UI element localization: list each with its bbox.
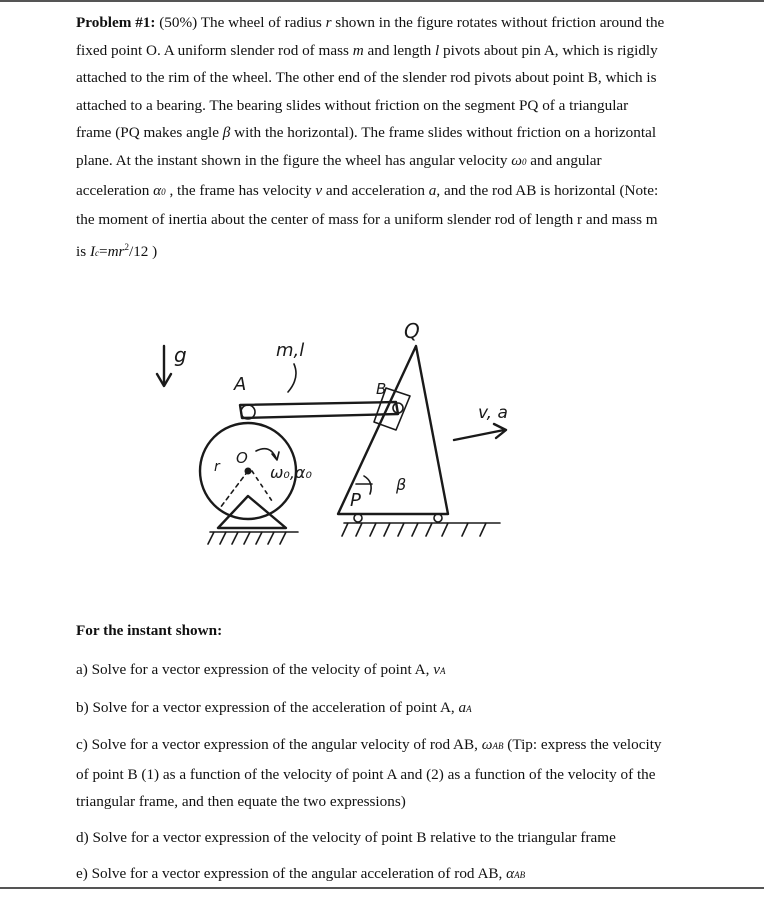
question-c-sub: AB xyxy=(492,741,504,752)
triangular-frame xyxy=(338,346,448,514)
symbol-omega0-sub: 0 xyxy=(522,156,527,167)
point-A-label: A xyxy=(234,374,247,395)
symbol-beta: β xyxy=(222,124,231,142)
problem-text-6: and angular acceleration xyxy=(76,151,602,199)
symbol-m: m xyxy=(352,41,364,59)
question-a-text: a) Solve for a vector expression of the velocity of point A, xyxy=(76,661,434,678)
question-e-symbol: α xyxy=(506,864,515,882)
question-a-sub: A xyxy=(439,666,446,676)
symbol-Ic-sub: c xyxy=(95,247,99,258)
question-c-tip: (Tip: express the velocity of point B (1) as a function of the velocity of point A and (2) as a function of the velocity of the triangular frame, and then equate the two expressions) xyxy=(76,736,662,811)
rod-AB xyxy=(240,402,398,418)
question-a-symbol: v xyxy=(433,661,440,678)
symbol-omega0: ω xyxy=(511,151,522,169)
gravity-label: g xyxy=(174,343,187,367)
omega-arc xyxy=(256,449,276,458)
symbol-alpha0-sub: 0 xyxy=(161,186,166,197)
question-b-sub: A xyxy=(466,703,472,714)
problem-label: Problem #1: xyxy=(76,14,156,31)
symbol-squared: 2 xyxy=(124,241,129,252)
problem-text-4: pivots about pin A, which is rigidly attached to the rim of the wheel. The other end of the slender rod pivots about point B, which is attached to a bearing. The bearing slides without friction on the segment PQ of a triangular frame (PQ makes angle xyxy=(76,41,658,142)
question-e-sub: AB xyxy=(514,869,526,880)
problem-text-11: /12 ) xyxy=(128,242,158,260)
point-Q-label: Q xyxy=(404,319,420,343)
rod-mass-length-label: m,l xyxy=(276,340,305,361)
symbol-l: l xyxy=(434,41,440,59)
symbol-r: r xyxy=(325,14,332,31)
point-P-label: P xyxy=(350,490,361,511)
frame-roller-left xyxy=(354,514,362,522)
beta-label: β xyxy=(396,475,407,494)
problem-text-5: with the horizontal). The frame slides without friction on a horizontal plane. At the instant shown in the figure the wheel has angular velocity xyxy=(76,124,657,169)
questions-list xyxy=(76,656,666,897)
velocity-acceleration-label: v, a xyxy=(478,403,508,423)
question-e-text: e) Solve for a vector expression of the angular acceleration of rod AB, xyxy=(76,864,507,882)
top-rule xyxy=(0,0,764,2)
question-e xyxy=(76,860,666,890)
radius-label: r xyxy=(214,459,220,475)
frame-ground xyxy=(342,523,500,536)
rod-label-leader xyxy=(288,364,296,392)
problem-text-3: and length xyxy=(363,41,435,59)
problem-text-2: shown in the figure rotates without friction around the fixed point O. A uniform slender rod of mass xyxy=(76,14,665,59)
problem-text-1: The wheel of radius xyxy=(197,14,326,31)
problem-text-10: = xyxy=(99,242,108,260)
question-c-text: c) Solve for a vector expression of the angular velocity of rod AB, xyxy=(76,736,482,754)
point-O-label: O xyxy=(236,449,248,467)
symbol-Ic: I xyxy=(89,242,95,260)
pivot-O xyxy=(245,468,252,475)
question-d-text: d) Solve for a vector expression of the velocity of point B relative to the triangular frame xyxy=(76,828,616,846)
instant-heading: For the instant shown: xyxy=(76,622,223,639)
symbol-alpha0: α xyxy=(153,181,162,199)
problem-text-7: , the frame has velocity xyxy=(165,181,316,199)
point-B-label: B xyxy=(376,380,387,398)
question-b-text: b) Solve for a vector expression of the acceleration of point A, xyxy=(76,698,459,716)
question-c xyxy=(76,731,666,816)
problem-statement xyxy=(76,9,666,267)
wheel-ground xyxy=(208,532,298,544)
wheel-radius-line xyxy=(220,471,248,508)
question-d xyxy=(76,824,666,852)
question-b-symbol: a xyxy=(458,698,467,716)
problem-text-8: and acceleration xyxy=(322,181,429,199)
question-c-symbol: ω xyxy=(481,736,493,754)
omega-alpha-label: ω₀,α₀ xyxy=(270,463,312,482)
problem-text-9: , and the rod AB is horizontal (Note: the moment of inertia about the center of mass for a uniform slender rod of length r and mass m is xyxy=(76,181,659,260)
mechanism-figure xyxy=(148,306,548,561)
problem-weight: (50%) xyxy=(159,14,198,31)
symbol-mr: mr xyxy=(107,242,125,260)
symbol-v: v xyxy=(315,181,323,199)
symbol-a: a xyxy=(428,181,437,199)
gravity-arrow xyxy=(157,346,171,386)
question-b xyxy=(76,694,666,724)
question-a xyxy=(76,656,666,686)
wheel-support xyxy=(218,496,286,528)
frame-roller-right xyxy=(434,514,442,522)
bottom-rule xyxy=(0,887,764,889)
